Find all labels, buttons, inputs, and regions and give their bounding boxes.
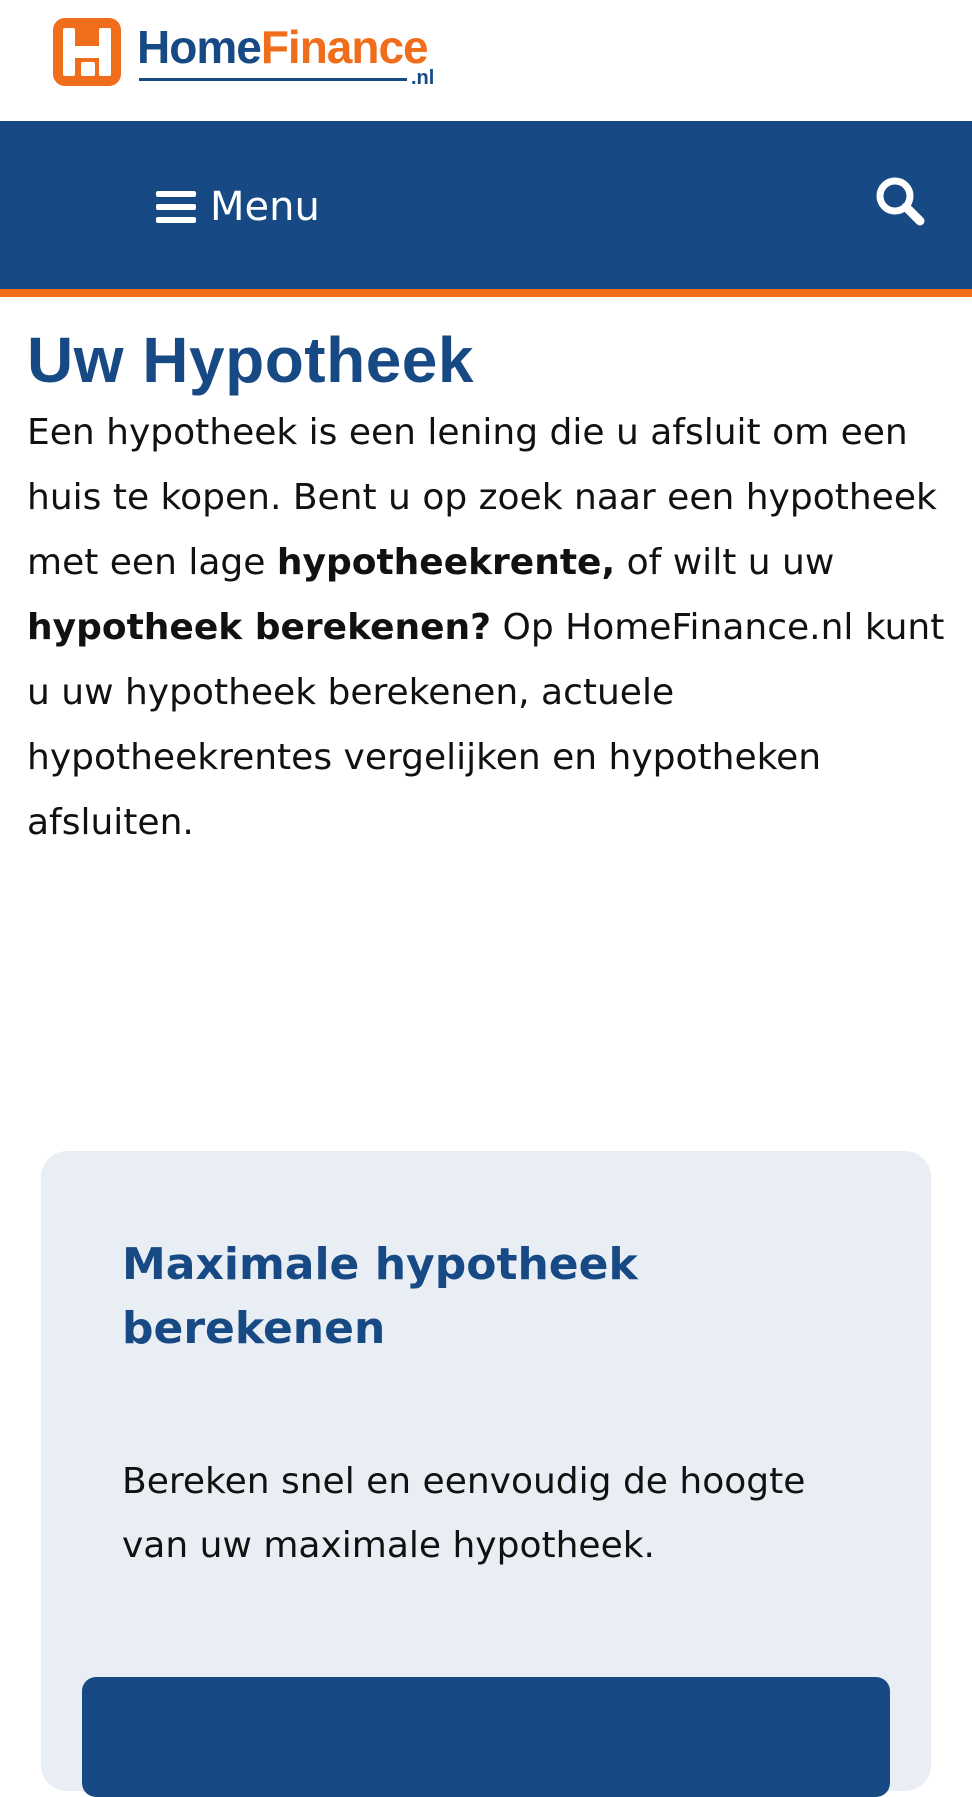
- logo-wordmark: [137, 21, 435, 89]
- main-navigation-bar: [0, 121, 972, 297]
- intro-bold-hypotheekrente: hypotheekrente,: [276, 542, 616, 583]
- intro-text-part: of wilt u uw: [615, 542, 835, 583]
- logo-text-finance: Finance: [260, 21, 428, 73]
- hamburger-icon: [156, 191, 196, 223]
- card-title: Maximale hypotheek berekenen: [122, 1239, 638, 1354]
- search-button[interactable]: [872, 173, 928, 229]
- card-cta-button[interactable]: [82, 1677, 890, 1797]
- card-description: Bereken snel en eenvoudig de hoogte van uw maximale hypotheek.: [122, 1461, 806, 1566]
- intro-text-part: Op HomeFinance.nl kunt u uw hypotheek berekenen, actuele hypotheekrentes vergelijken en hypotheken afsluiten.: [27, 607, 945, 843]
- homefinance-logo-icon: [53, 18, 121, 86]
- search-icon: [872, 173, 928, 229]
- logo-text-home: Home: [137, 21, 261, 73]
- logo-tld: .nl: [411, 67, 435, 89]
- max-mortgage-card: [41, 1151, 931, 1791]
- menu-label: Menu: [210, 184, 320, 230]
- menu-button[interactable]: [156, 177, 320, 237]
- homefinance-logo[interactable]: [53, 18, 435, 89]
- page-title: Uw Hypotheek: [27, 324, 474, 396]
- intro-paragraph: [27, 400, 947, 855]
- site-header: [0, 0, 972, 121]
- intro-bold-hypotheek-berekenen: hypotheek berekenen?: [27, 607, 492, 648]
- intro-text-part: Een hypotheek is een lening die u afsluit om een huis te kopen. Bent u op zoek naar een hypotheek met een lage: [27, 412, 937, 583]
- main-content: [27, 320, 947, 855]
- logo-underline: [139, 78, 407, 81]
